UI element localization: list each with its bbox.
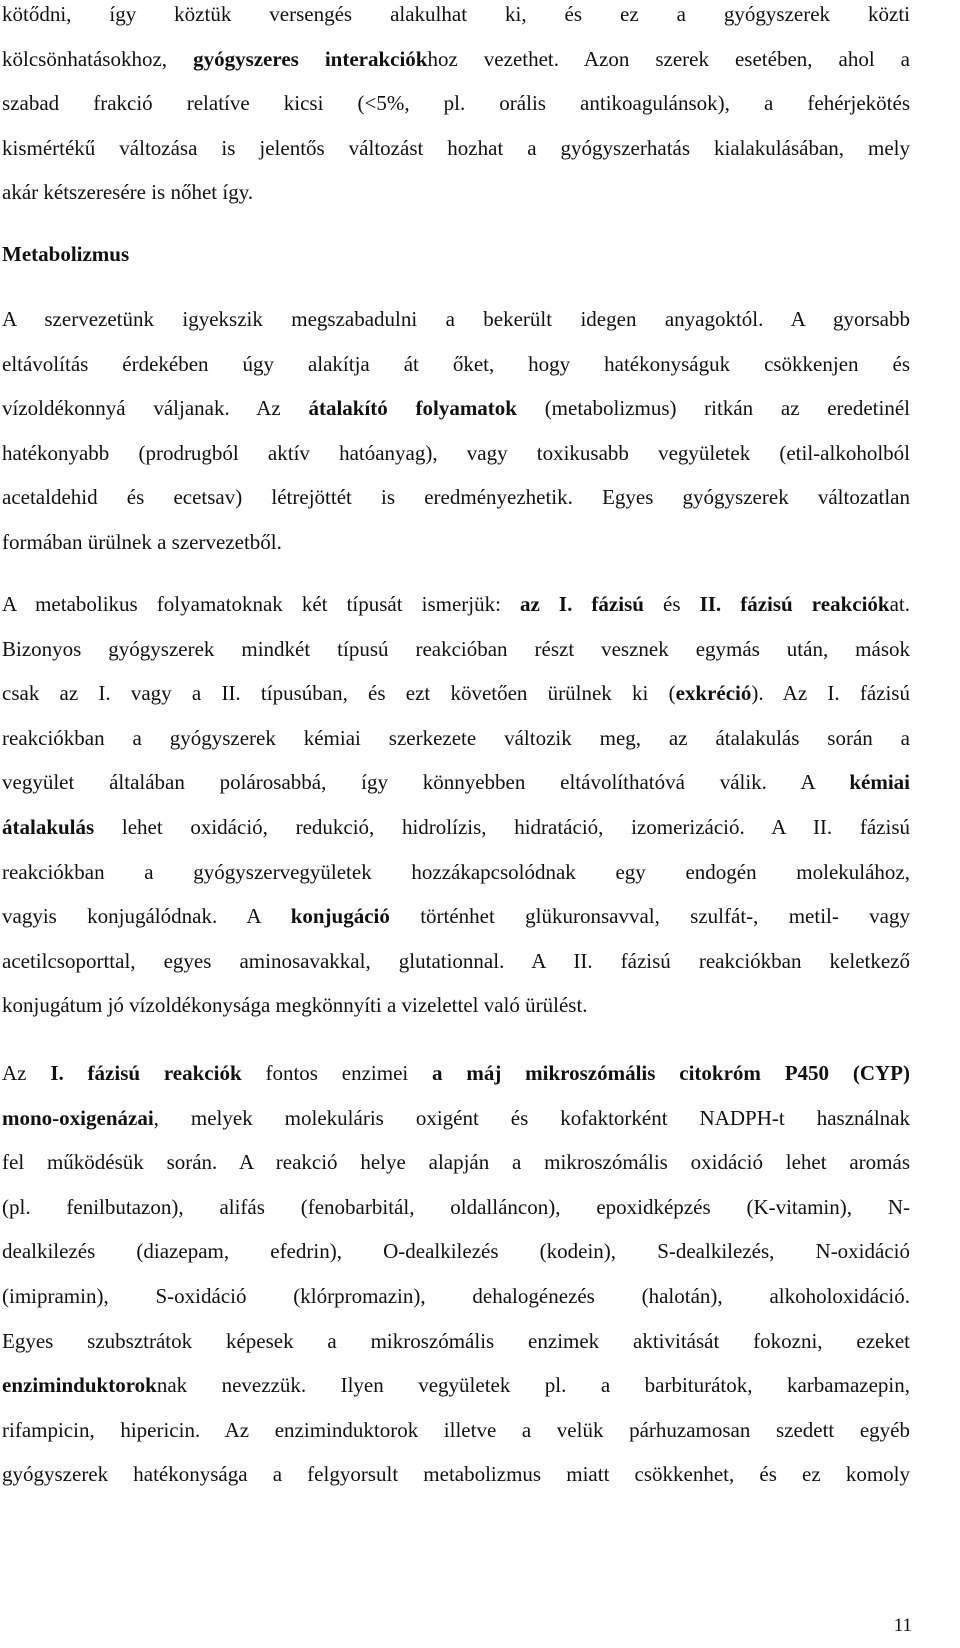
text-run: reakciókban a gyógyszervegyületek hozzákapcsolódnak egy endogén molekulához,: [2, 859, 910, 884]
text-line: [2, 813, 910, 841]
text-run: és: [643, 592, 700, 616]
page-number: 11: [893, 1615, 912, 1636]
text-line: [2, 1416, 910, 1444]
text-line: [2, 1371, 910, 1399]
text-run: hoz vezethet. Azon szerek esetében, ahol a: [427, 46, 910, 71]
text-run: dealkilezés (diazepam, efedrin), O-dealkilezés (kodein), S-dealkilezés, N-oxidáció: [2, 1239, 910, 1264]
text-run: acetaldehid és ecetsav) létrejöttét is eredményezhetik. Egyes gyógyszerek változatlan: [2, 485, 910, 510]
section-heading: Metabolizmus: [2, 242, 130, 266]
bold-term: a máj mikroszómális citokróm P450 (CYP): [432, 1061, 910, 1085]
text-run: kötődni, így köztük versengés alakulhat ki, és ez a gyógyszerek közti: [2, 2, 910, 26]
text-run: vagyis konjugálódnak. A: [2, 904, 291, 929]
text-run: A metabolikus folyamatoknak két típusát ismerjük:: [2, 592, 521, 616]
bold-term: átalakulás: [2, 815, 95, 839]
text-run: , melyek molekuláris oxigént és kofaktorként NADPH-t használnak: [153, 1105, 910, 1130]
bold-term: kémiai: [849, 770, 910, 795]
text-run: kölcsönhatásokhoz,: [2, 46, 194, 71]
text-run: fel működésük során. A reakció helye alapján a mikroszómális oxidáció lehet aromás: [2, 1150, 910, 1175]
text-line: [2, 1148, 910, 1176]
text-run: csak az I. vagy a II. típusúban, és ezt követően ürülnek ki (: [2, 681, 676, 706]
text-run: A szervezetünk igyekszik megszabadulni a bekerült idegen anyagoktól. A gyorsabb: [2, 307, 910, 331]
bold-term: I. fázisú reakciók: [50, 1061, 242, 1085]
bold-term: mono-oxigenázai: [2, 1105, 154, 1130]
text-line: [2, 305, 910, 333]
text-line: [2, 902, 910, 930]
text-run: (imipramin), S-oxidáció (klórpromazin), dehalogénezés (halotán), alkoholoxidáció.: [2, 1284, 910, 1308]
text-line: [2, 991, 910, 1019]
text-run: vízoldékonnyá váljanak. Az: [2, 396, 309, 421]
text-run: lehet oxidáció, redukció, hidrolízis, hidratáció, izomerizáció. A II. fázisú: [94, 815, 910, 839]
text-run: formában ürülnek a szervezetből.: [2, 530, 282, 554]
text-run: (metabolizmus) ritkán az eredetinél: [516, 396, 910, 421]
bold-term: az I. fázisú: [520, 592, 644, 616]
text-line: [2, 1104, 910, 1132]
text-run: acetilcsoporttal, egyes aminosavakkal, glutationnal. A II. fázisú reakciókban keletkező: [2, 948, 910, 973]
text-run: akár kétszeresére is nőhet így.: [2, 180, 254, 204]
text-run: kismértékű változása is jelentős változást hozhat a gyógyszerhatás kialakulásában, mely: [2, 135, 910, 160]
text-line: [2, 528, 910, 556]
text-line: [2, 89, 910, 117]
text-line: [2, 590, 910, 618]
bold-term: gyógyszeres interakciók: [193, 46, 428, 71]
text-run: ). Az I. fázisú: [751, 681, 910, 706]
text-line: [2, 1237, 910, 1265]
bold-term: konjugáció: [290, 904, 390, 929]
text-line: [2, 1193, 910, 1221]
text-line: [2, 1460, 910, 1488]
text-line: [2, 679, 910, 707]
text-run: eltávolítás érdekében úgy alakítja át őket, hogy hatékonyságuk csökkenjen és: [2, 351, 910, 376]
text-line: [2, 178, 910, 206]
text-line: [2, 947, 910, 975]
text-run: konjugátum jó vízoldékonysága megkönnyíti a vizelettel való ürülést.: [2, 993, 588, 1018]
text-line: [2, 858, 910, 886]
text-line: [2, 768, 910, 796]
text-line: [2, 439, 910, 467]
text-run: Bizonyos gyógyszerek mindkét típusú reakcióban részt vesznek egymás után, mások: [2, 636, 910, 661]
text-run: gyógyszerek hatékonysága a felgyorsult metabolizmus miatt csökkenhet, és ez komoly: [2, 1462, 910, 1487]
text-run: történhet glükuronsavval, szulfát-, metil- vagy: [389, 904, 910, 929]
text-run: nak nevezzük. Ilyen vegyületek pl. a barbiturátok, karbamazepin,: [156, 1373, 910, 1398]
text-line: [2, 45, 910, 73]
text-line: [2, 1327, 910, 1355]
text-line: [2, 350, 910, 378]
text-run: Az: [2, 1061, 51, 1085]
text-line: [2, 724, 910, 752]
text-run: hatékonyabb (prodrugból aktív hatóanyag), vagy toxikusabb vegyületek (etil-alkoholból: [2, 440, 910, 465]
bold-term: exkréció: [675, 681, 752, 706]
text-line: [2, 483, 910, 511]
bold-term: átalakító folyamatok: [308, 396, 517, 421]
bold-term: II. fázisú reakciók: [699, 592, 890, 616]
text-run: vegyület általában polárosabbá, így könnyebben eltávolíthatóvá válik. A: [2, 770, 850, 795]
text-run: fontos enzimei: [241, 1061, 433, 1085]
text-line: [2, 134, 910, 162]
text-line: [2, 635, 910, 663]
bold-term: enziminduktorok: [2, 1373, 157, 1398]
text-line: [2, 1059, 910, 1087]
text-run: reakciókban a gyógyszerek kémiai szerkezete változik meg, az átalakulás során a: [2, 725, 910, 750]
text-run: (pl. fenilbutazon), alifás (fenobarbitál, oldalláncon), epoxidképzés (K-vitamin), N-: [2, 1194, 910, 1219]
text-line: [2, 0, 910, 28]
text-line: [2, 1282, 910, 1310]
text-run: szabad frakció relatíve kicsi (<5%, pl. orális antikoagulánsok), a fehérjekötés: [2, 91, 910, 115]
text-run: Egyes szubsztrátok képesek a mikroszómális enzimek aktivitását fokozni, ezeket: [2, 1328, 910, 1353]
text-run: at.: [889, 592, 910, 616]
text-run: rifampicin, hipericin. Az enziminduktorok illetve a velük párhuzamosan szedett egyéb: [2, 1417, 910, 1442]
text-line: [2, 394, 910, 422]
